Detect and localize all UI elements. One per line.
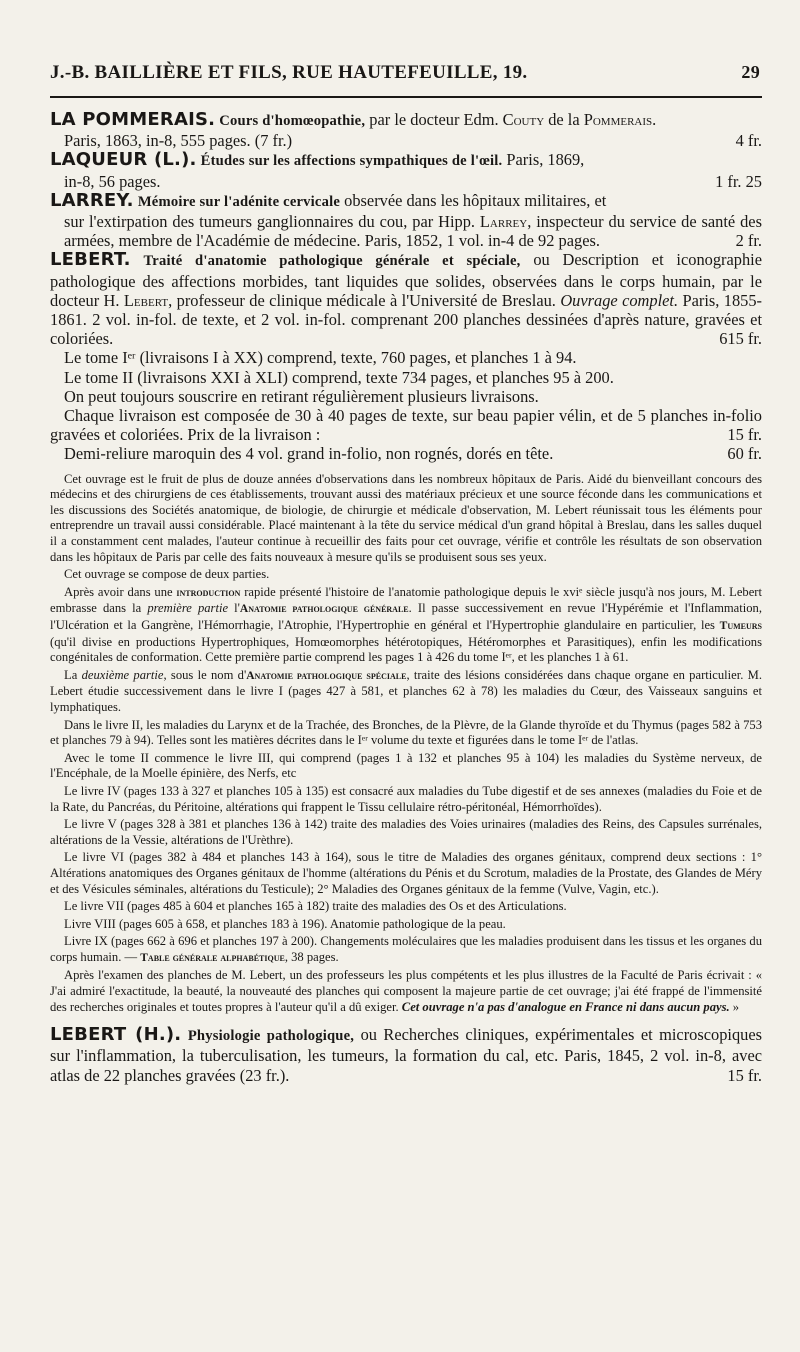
page-number: 29 <box>741 62 760 82</box>
description-paragraph: Livre IX (pages 662 à 696 et planches 197 à 200). Changements moléculaires que les maladies produisent dans les tissus et les organes du corps humain. — Table générale alphabétique, 38 pages. <box>50 934 762 964</box>
catalog-page <box>50 62 762 1085</box>
price: 15 fr. <box>727 1065 762 1085</box>
header-rule <box>50 96 762 98</box>
entry-lebert-physiologie: LEBERT (H.). Physiologie pathologique, ou Recherches cliniques, expérimentales et microscopiques sur l'inflammation, la tuberculisation, les tumeurs, la formation du cal, etc. Paris, 1845, 2 vol. in-8, avec atlas de 22 planches gravées (23 fr.). 15 fr. <box>50 1024 762 1085</box>
tome-1: Le tome Iᵉʳ (livraisons I à XX) comprend, texte, 760 pages, et planches 1 à 94. <box>64 348 577 368</box>
work-title: Études sur les affections sympathiques de l'œil. <box>200 153 503 170</box>
entry-lebert: LEBERT. Traité d'anatomie pathologique générale et spéciale, ou Description et iconographie pathologique des affections morbides, tant liquides que solides, observées dans le corps humain, par le docteur H. Lebert, professeur de clinique médicale à l'Université de Breslau. Ouvrage complet. Paris, 1855-1861. 2 vol. in-fol. de texte, et 2 vol. in-fol. comprenant 200 planches dessinées d'après nature, gravées et coloriées. 615 fr. Le tome Iᵉʳ (livraisons I à XX) comprend, texte, 760 pages, et planches 1 à 94. Le tome II (livraisons XXI à XLI) comprend, texte 734 pages, et planches 95 à 200. On peut toujours souscrire en retirant régulièrement plusieurs livraisons. Chaque livraison est composée de 30 à 40 pages de texte, sur beau papier vélin, et de 5 planches in-folio gravées et coloriées. Prix de la livraison : 15 fr. Demi-reliure maroquin des 4 vol. grand in-folio, non rognés, dorés en tête. 60 fr. <box>50 249 763 464</box>
price: 4 fr. <box>735 131 762 151</box>
page-header <box>50 62 762 92</box>
work-title: Physiologie pathologique, <box>187 1028 355 1045</box>
author-name: LA POMMERAIS. <box>50 109 216 130</box>
entry-pommerais: LA POMMERAIS. Cours d'homœopathie, par le docteur Edm. Couty de la Pommerais. Paris, 1863, in-8, 555 pages. (7 fr.) 4 fr. <box>50 109 762 151</box>
description-paragraph: Avec le tome II commence le livre III, qui comprend (pages 1 à 132 et planches 95 à 104) les maladies du Système nerveux, de l'Encéphale, de la Moelle épinière, des Nerfs, etc <box>50 750 762 781</box>
description-paragraph: Cet ouvrage est le fruit de plus de douze années d'observations dans les nombreux hôpitaux de Paris. Aidé du bienveillant concours des médecins et des chirurgiens de ces établissements, trouvant aussi des matériaux précieux et une source féconde dans les communications et les discussions des Sociétés anatomique, de biologie, de chirurgie et médicale d'observation, M. Lebert réunissait tous les éléments pour entreprendre un travail aussi considérable. Placé maintenant à la tête du service médical d'un grand hôpital à Breslau, dans les salles duquel il a constamment cent malades, l'auteur continue à recueillir des faits pour cet ouvrage, vérifie et contrôle les résultats de son observation dans les hôpitaux de Paris par celle des faits nouveaux à mesure qu'ils se produisent sous ses yeux. <box>50 471 762 564</box>
description-paragraph: Le livre VII (pages 485 à 604 et planches 165 à 182) traite des maladies des Os et des Articulations. <box>64 899 567 914</box>
lebert-description <box>50 472 762 1016</box>
author-name: LEBERT. <box>50 249 131 271</box>
author-name: LARREY. <box>50 189 134 211</box>
binding-price: 60 fr. <box>727 444 762 464</box>
description-paragraph: Après avoir dans une introduction rapide présenté l'histoire de l'anatomie pathologique depuis le xviᵉ siècle jusqu'à nos jours, M. Lebert embrasse dans la première partie l'Anatomie pathologique générale. Il passe successivement en revue l'Hypérémie et l'Inflammation, l'Ulcération et la Gangrène, l'Hémorrhagie, l'Atrophie, l'Hypertrophie en général et l'Hypertrophie glandulaire en particulier, les Tumeurs (qu'il divise en productions Hypertrophiques, Homœomorphes hétérotopiques, Hétéromorphes et Parasitiques), enfin les modifications congénitales de conformation. Cette première partie comprend les pages 1 à 426 du tome Iᵉʳ, et les planches 1 à 61. <box>50 584 762 665</box>
price: 615 fr. <box>719 329 762 349</box>
price: 1 fr. 25 <box>715 171 762 191</box>
livraison-price: 15 fr. <box>727 425 762 445</box>
description-paragraph: Le livre IV (pages 133 à 327 et planches 105 à 135) est consacré aux maladies du Tube digestif et de ses annexes (maladies du Foie et de la Rate, du Pancréas, du Péritoine, altérations qui frappent le Tissu cellulaire rétro-péritonéal, Hémorrhoïdes). <box>50 783 762 814</box>
work-title: Cours d'homœopathie, <box>219 113 366 129</box>
work-title: Traité d'anatomie pathologique générale et spéciale, <box>143 253 521 270</box>
work-title: Mémoire sur l'adénite cervicale <box>137 193 341 210</box>
description-paragraph: Livre VIII (pages 605 à 658, et planches 183 à 196). Anatomie pathologique de la peau. <box>64 916 506 931</box>
subscription-note: On peut toujours souscrire en retirant régulièrement plusieurs livraisons. <box>64 386 539 406</box>
entry-laqueur: LAQUEUR (L.). Études sur les affections sympathiques de l'œil. Paris, 1869, in-8, 56 pages. 1 fr. 25 <box>50 149 762 191</box>
running-head: J.-B. BAILLIÈRE ET FILS, RUE HAUTEFEUILLE, 19. <box>50 62 528 83</box>
description-paragraph: Cet ouvrage se compose de deux parties. <box>64 567 270 582</box>
tome-2: Le tome II (livraisons XXI à XLI) comprend, texte 734 pages, et planches 95 à 200. <box>64 367 614 387</box>
publication-info: Paris, 1863, in-8, 555 pages. (7 fr.) <box>64 131 293 151</box>
author-name: LAQUEUR (L.). <box>50 149 197 171</box>
price: 2 fr. <box>735 231 762 251</box>
description-paragraph: La deuxième partie, sous le nom d'Anatomie pathologique spéciale, traite des lésions considérées dans chaque organe en particulier. M. Lebert étudie successivement dans le livre I (pages 427 à 581, et planches 62 à 78) les maladies du Cœur, des Vaisseaux sanguins et lymphatiques. <box>50 667 763 714</box>
description-paragraph: Le livre VI (pages 382 à 484 et planches 143 à 164), sous le titre de Maladies des organes génitaux, comprend deux sections : 1° Altérations anatomiques des Organes génitaux de l'homme (altérations du Pénis et du Scrotum, maladies de la Prostate, des Glandes de Méry et des Vésicules séminales, altérations du Testicule); 2° Maladies des Organes génitaux de la femme (Vulve, Vagin, etc.). <box>50 850 762 896</box>
publication-info: in-8, 56 pages. <box>64 171 161 191</box>
description-paragraph: Après l'examen des planches de M. Lebert, un des professeurs les plus compétents et les plus illustres de la Faculté de Paris écrivait : « J'ai admiré l'exactitude, la beauté, la nouveauté des planches qui composent la majeure partie de cet ouvrage; j'ai été frappé de l'immensité des recherches originales et toutes propres à l'auteur qu'il a dû exiger. Cet ouvrage n'a pas d'analogue en France ni dans aucun pays. » <box>50 968 762 1014</box>
author-name: LEBERT (H.). <box>50 1024 182 1046</box>
entry-larrey: LARREY. Mémoire sur l'adénite cervicale observée dans les hôpitaux militaires, et sur l'extirpation des tumeurs ganglionnaires du cou, par Hipp. Larrey, inspecteur du service de santé des armées, membre de l'Académie de médecine. Paris, 1852, 1 vol. in-4 de 92 pages. 2 fr. <box>50 189 762 251</box>
livraison-note: Chaque livraison est composée de 30 à 40 pages de texte, sur beau papier vélin, et de 5 planches in-folio gravées et coloriées. Prix de la livraison : <box>50 406 762 445</box>
description-paragraph: Le livre V (pages 328 à 381 et planches 136 à 142) traite des maladies des Voies urinaires (maladies des Reins, des Capsules surrénales, altérations de la Vessie, altérations de l'Urèthre). <box>50 817 762 847</box>
description-paragraph: Dans le livre II, les maladies du Larynx et de la Trachée, des Bronches, de la Plèvre, de la Glande thyroïde et du Thymus (pages 582 à 753 et planches 79 à 94). Telles sont les matières décrites dans le Iᵉʳ volume du texte et figurées dans le tome Iᵉʳ de l'atlas. <box>50 717 762 748</box>
binding-note: Demi-reliure maroquin des 4 vol. grand in-folio, non rognés, dorés en tête. <box>64 444 554 464</box>
